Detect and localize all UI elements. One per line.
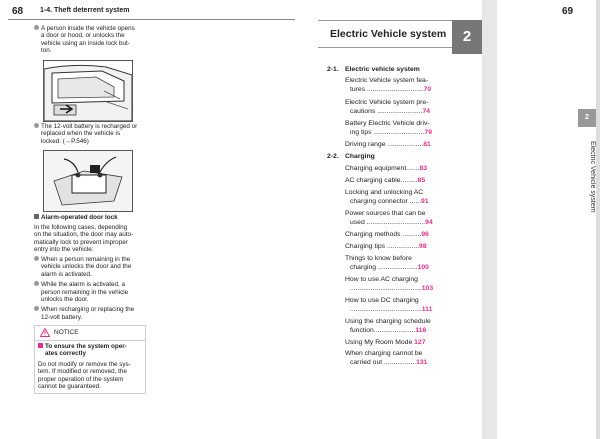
notice-heading: To ensure the system oper- ates correctly xyxy=(38,343,144,358)
case-list xyxy=(34,256,152,321)
toc-entry[interactable]: How to use AC charging ......................................103 xyxy=(345,276,434,292)
side-tab-number: 2 xyxy=(578,109,596,127)
left-page-number: 68 xyxy=(12,6,24,17)
bullet-dot-icon xyxy=(34,123,39,128)
pink-square-icon xyxy=(38,343,43,348)
bullet-inside-open: A person inside the vehicle opens a door or hood, or unlocks the vehicle using an inside lock but- ton. xyxy=(34,25,146,55)
bullet-dot-icon xyxy=(34,25,39,30)
toc-entry[interactable]: AC charging cable.........85 xyxy=(345,177,426,184)
page-edge-bar xyxy=(596,0,600,439)
square-bullet-icon xyxy=(34,214,39,219)
side-tab-label: Electric Vehicle system xyxy=(589,141,596,213)
toc-entry[interactable]: Using the charging schedule function......................116 xyxy=(345,318,431,334)
toc-entry[interactable]: Driving range ...................81 xyxy=(345,141,431,148)
toc-entry[interactable]: Locking and unlocking AC charging connector ......91 xyxy=(345,189,429,205)
intro-paragraph: In the following cases, depending on the situation, the door may auto- matically lock to prevent improper entry into the vehicle: xyxy=(34,224,134,254)
header-rule xyxy=(8,19,295,20)
list-item: While the alarm is activated, a person remaining in the vehicle unlocks the door. xyxy=(34,281,152,303)
chapter-stripe xyxy=(482,0,497,439)
right-page-number: 69 xyxy=(562,6,574,17)
toc-entry[interactable]: Electric Vehicle system fea- tures ..............................70 xyxy=(345,77,432,93)
toc-entry[interactable]: Battery Electric Vehicle driv- ing tips ...........................79 xyxy=(345,120,432,136)
toc-entry[interactable]: Charging methods ..........96 xyxy=(345,231,429,238)
warning-triangle-icon xyxy=(40,328,50,337)
toc-section-2-2: 2-2. Charging xyxy=(327,153,375,160)
battery-illustration xyxy=(43,150,133,212)
section-title: 1-4. Theft deterrent system xyxy=(40,7,130,14)
toc-section-2-1: 2-1. Electric vehicle system xyxy=(327,66,420,73)
notice-label: NOTICE xyxy=(54,329,79,336)
toc-entry[interactable]: Using My Room Mode 127 xyxy=(345,339,426,346)
toc-entry[interactable]: Electric Vehicle system pre- cautions ........................74 xyxy=(345,99,431,115)
bullet-dot-icon xyxy=(34,256,39,261)
chapter-title-bar xyxy=(318,20,452,48)
toc-entry[interactable]: How to use DC charging ......................................111 xyxy=(345,297,433,313)
notice-header xyxy=(35,326,145,341)
bullet-dot-icon xyxy=(34,281,39,286)
bullet-battery: The 12-volt battery is recharged or replaced when the vehicle is locked. (→P.546) xyxy=(34,123,152,145)
door-illustration xyxy=(43,60,133,122)
toc-entry[interactable]: When charging cannot be carried out .................131 xyxy=(345,350,428,366)
heading-alarm-lock: Alarm-operated door lock xyxy=(34,214,152,221)
list-item: When a person remaining in the vehicle unlocks the door and the alarm is activated. xyxy=(34,256,152,278)
bullet-dot-icon xyxy=(34,306,39,311)
notice-body: Do not modify or remove the sys- tem. If modified or removed, the proper operation of the system cannot be guaranteed. xyxy=(38,361,131,391)
toc-entry[interactable]: Charging equipment.......83 xyxy=(345,165,427,172)
notice-box xyxy=(34,325,146,394)
chapter-number-box: 2 xyxy=(452,20,482,54)
list-item: When recharging or replacing the 12-volt battery. xyxy=(34,306,152,321)
chapter-title: Electric Vehicle system xyxy=(330,28,447,40)
toc-entry[interactable]: Charging tips .................98 xyxy=(345,243,427,250)
toc-entry[interactable]: Power sources that can be used ...............................94 xyxy=(345,210,433,226)
toc-entry[interactable]: Things to know before charging .....................100 xyxy=(345,255,429,271)
left-page-header xyxy=(8,6,295,20)
